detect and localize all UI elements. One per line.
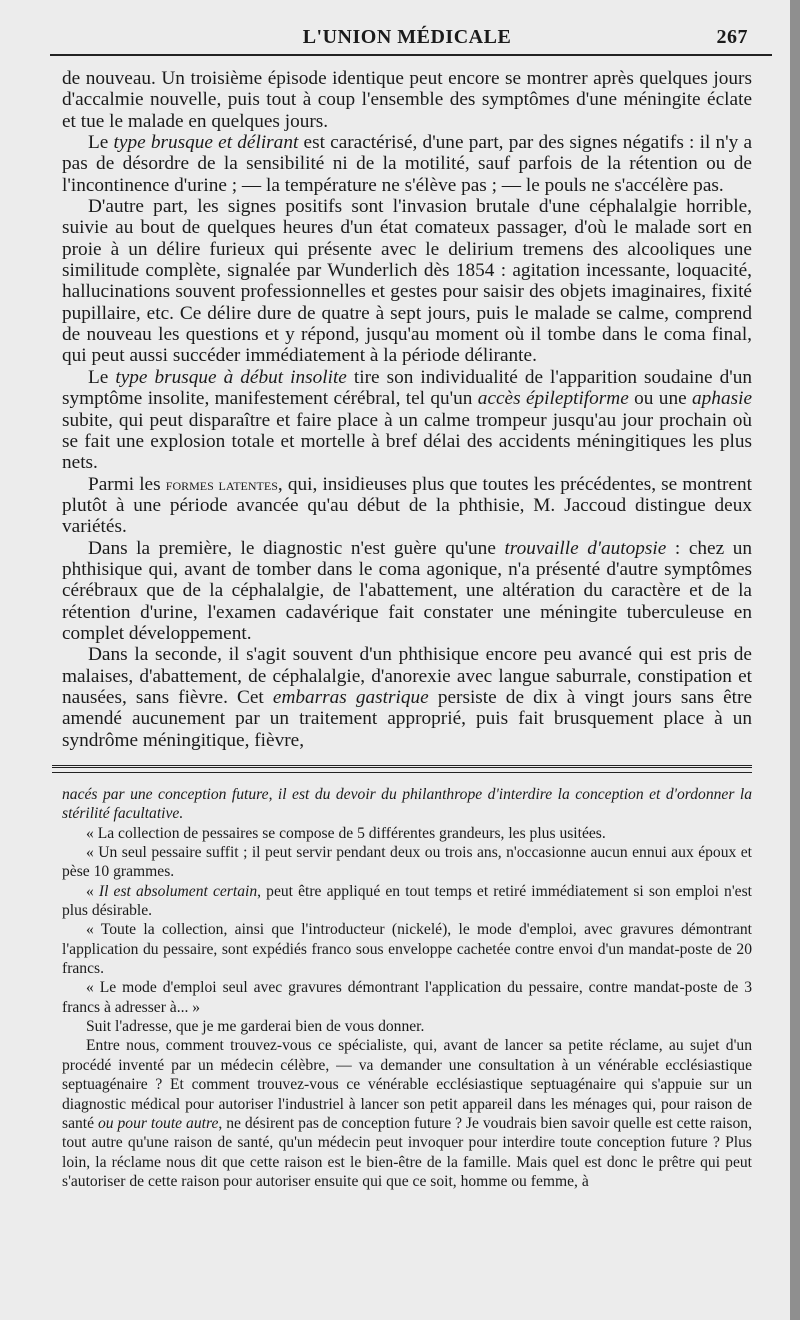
- journal-title: L'UNION MÉDICALE: [302, 26, 512, 48]
- small-caps-term: formes latentes: [165, 473, 278, 494]
- text-run: Parmi les: [88, 473, 166, 495]
- text-run: Dans la seconde, il s'agit souvent d'un phthisique encore peu avancé qui est pris de malaises, d'abattement, de céphalalgie, d'anorexie avec langue saburrale, constipation et nausées, sans fièvre. Cet: [62, 644, 752, 708]
- main-text: [62, 68, 752, 751]
- text-run: , ne désirent pas de conception future ? Je voudrais bien savoir quelle est cette raison, tout autre qu'une raison de santé, qu'un médecin peut invoquer pour interdire toute conception future ? Plus loin, la réclame nous dit que cette raison est le bien-être de la famille. Mais quel est donc le prêtre qui peut s'autoriser de cette raison pour autoriser ensuite qui que ce soit, homme ou femme, à: [62, 1114, 752, 1190]
- text-run: ou une: [628, 388, 693, 410]
- text-run: Le: [88, 366, 116, 388]
- running-head: [62, 0, 752, 54]
- footnote-text: [62, 785, 752, 1191]
- text-run: persiste de dix à vingt jours sans être amendé aucunement par un traitement approprié, puis fait brusquement place à un syndrôme méningitique, fièvre,: [62, 686, 753, 751]
- italic-term: type brusque et délirant: [113, 132, 299, 154]
- text-run: : chez un phthisique qui, avant de tomber dans le coma agonique, n'a présenté d'autre symptômes cérébraux que de la céphalalgie, de l'abattement, une altération du caractère et de la rétention d'urine, l'examen cadavérique fait constater une méningite tuberculeuse en complet développement.: [62, 537, 752, 644]
- italic-text: ou pour toute autre: [97, 1114, 219, 1132]
- text-run: , peut être appliqué en tout temps et retiré immédiatement si son emploi n'est plus désirable.: [62, 882, 752, 920]
- italic-text: nacés par une conception future, il est du devoir du philanthrope d'interdire la conception et d'ordonner la stérilité facultative.: [62, 786, 752, 823]
- italic-term: type brusque à début insolite: [115, 366, 347, 388]
- note-paragraph: « La collection de pessaires se compose de 5 différentes grandeurs, les plus usitées.: [86, 824, 606, 842]
- page-number: 267: [716, 26, 748, 48]
- paragraph-type-brusque-insolite: [62, 367, 752, 474]
- paragraph-seconde-variete: [62, 644, 752, 751]
- text-run: , qui, insidieuses plus que toutes les précédentes, se montrent plutôt à une période avancée qu'au début de la phthisie, M. Jaccoud distingue deux variétés.: [62, 473, 752, 538]
- note-continuation: [62, 785, 752, 824]
- note-paragraph: « Toute la collection, ainsi que l'introducteur (nickelé), le mode d'emploi, avec gravures démontrant l'application du pessaire, sont expédiés franco sous enveloppe cachetée contre envoi d'un mandat-poste de 20 francs.: [62, 921, 752, 978]
- paragraph-continuation: de nouveau. Un troisième épisode identique peut encore se montrer après quelques jours d'accalmie nouvelle, puis tout à coup l'ensemble des symptômes d'une méningite éclate et tue le malade en quelques jours.: [62, 68, 752, 132]
- italic-text: Il est absolument certain: [98, 882, 258, 900]
- note-paragraph: « Le mode d'emploi seul avec gravures démontrant l'application du pessaire, contre mandat-poste de 3 francs à adresser à... »: [62, 979, 752, 1016]
- paragraph-formes-latentes: [62, 474, 752, 538]
- paragraph-type-brusque-delirant: [62, 132, 752, 196]
- text-run: Dans la première, le diagnostic n'est guère qu'une: [88, 537, 505, 559]
- italic-term: embarras gastrique: [272, 686, 429, 708]
- header-rule: [50, 54, 772, 56]
- footnote-rule: [52, 765, 752, 773]
- italic-term: aphasie: [692, 388, 752, 410]
- text-run: «: [86, 882, 99, 900]
- text-run: tire son individualité de l'apparition soudaine d'un symptôme insolite, manifestement cérébral, tel qu'un: [62, 366, 752, 410]
- note-paragraph: « Un seul pessaire suffit ; il peut servir pendant deux ou trois ans, n'occasionne aucun ennui aux époux et pèse 10 grammes.: [62, 844, 752, 881]
- note-paragraph: Suit l'adresse, que je me garderai bien de vous donner.: [86, 1018, 425, 1036]
- text-run: est caractérisé, d'une part, par des signes négatifs : il n'y a pas de désordre de la sensibilité ni de la motilité, sauf parfois de la rétention ou de l'incontinence d'urine ; — la température ne s'élève pas ; — le pouls ne s'accélère pas.: [62, 132, 752, 196]
- note-paragraph: [62, 882, 752, 921]
- paragraph-signes-positifs: D'autre part, les signes positifs sont l'invasion brutale d'une céphalalgie horrible, suivie au bout de quelques heures d'un état comateux passager, d'où le malade sort en proie à un délire furieux qui présente avec le delirium tremens des alcooliques une similitude complète, signalée par Wunderlich dès 1854 : agitation incessante, loquacité, hallucinations souvent professionnelles et gestes pour saisir des objets imaginaires, fixité pupillaire, etc. Ce délire dure de quatre à sept jours, puis le malade se calme, comprend de nouveau les questions et y répond, jusqu'au moment où il tombe dans le coma final, qui peut aussi succéder immédiatement à la période délirante.: [62, 196, 752, 367]
- paragraph-premiere-variete: [62, 538, 752, 645]
- text-run: subite, qui peut disparaître et faire place à un calme trompeur jusqu'au jour prochain où se fait une explosion totale et mortelle à bref délai des accidents méningitiques les plus nets.: [62, 409, 752, 474]
- text-run: Entre nous, comment trouvez-vous ce spécialiste, qui, avant de lancer sa petite réclame, au sujet d'un procédé inventé par un médecin célèbre, — va demander une consultation à un vénérable ecclésiastique septuagénaire ? Et comment trouvez-vous ce vénérable ecclésiastique septuagénaire qui s'appuie sur un diagnostic médical pour autoriser l'industriel à lancer son petit appareil dans les ménages qui, pour raison de santé: [62, 1037, 752, 1132]
- italic-term: accès épileptiforme: [477, 388, 629, 410]
- text-run: Le: [88, 132, 114, 154]
- italic-term: trouvaille d'autopsie: [504, 537, 667, 559]
- note-paragraph: [62, 1036, 752, 1191]
